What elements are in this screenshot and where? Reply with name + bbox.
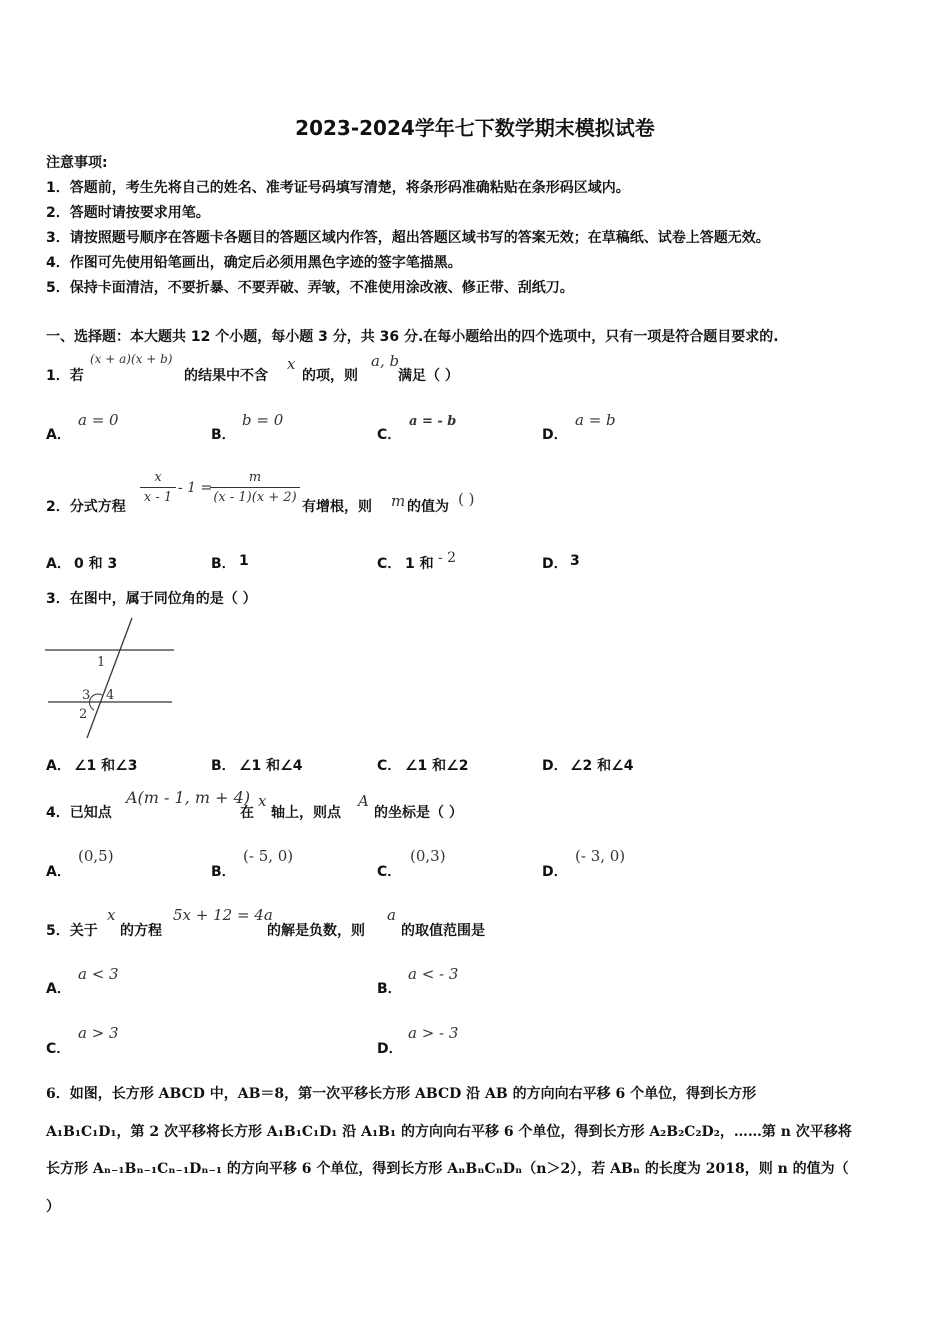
q3-option-a-letter[interactable]: A． bbox=[46, 758, 71, 774]
q3-transversal bbox=[87, 618, 132, 738]
q1-text-1: 的结果中不含 bbox=[184, 368, 268, 384]
q5-option-b-letter[interactable]: B． bbox=[377, 981, 402, 997]
q2-minus-one: - 1 = bbox=[178, 480, 213, 496]
q2-fraction-2 bbox=[210, 470, 300, 505]
q2-fraction-1-numerator: x bbox=[154, 470, 162, 485]
q1-number: 1．若 bbox=[46, 368, 84, 384]
q4-option-d-letter[interactable]: D． bbox=[542, 864, 568, 880]
q1-option-d-value: a = b bbox=[575, 411, 616, 429]
q4-text-2: 轴上，则点 bbox=[271, 805, 341, 821]
q2-text-2: 的值为 bbox=[407, 499, 449, 515]
q2-option-b-value: 1 bbox=[239, 553, 249, 569]
q5-option-c-value: a > 3 bbox=[78, 1024, 119, 1042]
q4-text-3: 的坐标是（ ） bbox=[374, 805, 463, 821]
q3-text: 3．在图中，属于同位角的是（ ） bbox=[46, 591, 257, 607]
q6-line-4: ） bbox=[46, 1199, 60, 1215]
q5-option-d-value: a > - 3 bbox=[408, 1024, 459, 1042]
q2-option-c-math: - 2 bbox=[438, 550, 457, 566]
q2-fraction-2-denominator: (x - 1)(x + 2) bbox=[213, 490, 297, 505]
q4-option-c-value: (0,3) bbox=[410, 847, 446, 865]
q1-option-c-value: a = - b bbox=[409, 414, 457, 429]
section-heading: 一、选择题：本大题共 12 个小题，每小题 3 分，共 36 分.在每小题给出的四个选项中，只有一项是符合题目要求的. bbox=[46, 329, 779, 345]
q2-fraction-2-numerator: m bbox=[248, 470, 262, 485]
q2-number: 2．分式方程 bbox=[46, 499, 126, 515]
q2-text-1: 有增根，则 bbox=[302, 499, 372, 515]
q4-option-a-letter[interactable]: A． bbox=[46, 864, 71, 880]
q4-text-1: 在 bbox=[240, 805, 254, 821]
q1-option-c-letter[interactable]: C． bbox=[377, 427, 402, 443]
q6-line-3: 长方形 Aₙ₋₁Bₙ₋₁Cₙ₋₁Dₙ₋₁ 的方向平移 6 个单位，得到长方形 AₙBₙCₙDₙ（n＞2），若 ABₙ 的长度为 2018，则 n 的值为（ bbox=[46, 1161, 849, 1177]
q2-fraction-1-denominator: x - 1 bbox=[143, 490, 173, 505]
q2-option-b-letter[interactable]: B． bbox=[211, 556, 236, 572]
q1-option-b-letter[interactable]: B． bbox=[211, 427, 236, 443]
q5-option-b-value: a < - 3 bbox=[408, 965, 459, 983]
q4-option-a-value: (0,5) bbox=[78, 847, 114, 865]
q1-option-a-value: a = 0 bbox=[78, 411, 119, 429]
q4-option-b-letter[interactable]: B． bbox=[211, 864, 236, 880]
q3-angle-label-3: 3 bbox=[82, 688, 91, 703]
q3-option-c-letter[interactable]: C． bbox=[377, 758, 402, 774]
q3-option-d-letter[interactable]: D． bbox=[542, 758, 568, 774]
q2-option-a-value: 0 和 3 bbox=[74, 556, 118, 572]
q1-expression: (x + a)(x + b) bbox=[90, 352, 173, 366]
notice-item-4: 4．作图可先使用铅笔画出，确定后必须用黑色字迹的签字笔描黑。 bbox=[46, 255, 462, 271]
q2-option-a-letter[interactable]: A． bbox=[46, 556, 71, 572]
q6-line-1: 6．如图，长方形 ABCD 中，AB＝8，第一次平移长方形 ABCD 沿 AB 的方向向右平移 6 个单位，得到长方形 bbox=[46, 1086, 757, 1102]
q5-var: x bbox=[107, 906, 116, 924]
q5-option-a-value: a < 3 bbox=[78, 965, 119, 983]
q5-option-c-letter[interactable]: C． bbox=[46, 1041, 71, 1057]
q2-fraction-1 bbox=[140, 470, 176, 505]
q1-text-3: 满足（ ） bbox=[398, 368, 459, 384]
q1-text-2: 的项，则 bbox=[302, 368, 358, 384]
q4-point: A(m - 1, m + 4) bbox=[126, 788, 251, 807]
q5-number: 5．关于 bbox=[46, 923, 98, 939]
q2-option-c-letter[interactable]: C． bbox=[377, 556, 402, 572]
q3-option-b-letter[interactable]: B． bbox=[211, 758, 236, 774]
q3-figure bbox=[40, 615, 185, 740]
q3-option-c-value: ∠1 和∠2 bbox=[405, 758, 469, 774]
q4-point-name: A bbox=[358, 792, 369, 810]
q2-var: m bbox=[391, 492, 406, 510]
q6-line-2: A₁B₁C₁D₁，第 2 次平移将长方形 A₁B₁C₁D₁ 沿 A₁B₁ 的方向向右平移 6 个单位，得到长方形 A₂B₂C₂D₂，……第 n 次平移将 bbox=[46, 1124, 852, 1140]
q2-option-c-value: 1 和 bbox=[405, 556, 434, 572]
notice-item-2: 2．答题时请按要求用笔。 bbox=[46, 205, 210, 221]
q5-var-a: a bbox=[387, 906, 396, 924]
q5-text-1: 的方程 bbox=[120, 923, 162, 939]
q3-angle-label-1: 1 bbox=[97, 655, 106, 670]
q1-option-b-value: b = 0 bbox=[242, 411, 284, 429]
notice-item-3: 3．请按照题号顺序在答题卡各题目的答题区域内作答，超出答题区域书写的答案无效；在草稿纸、试卷上答题无效。 bbox=[46, 230, 770, 246]
q4-option-b-value: (- 5, 0) bbox=[243, 847, 294, 865]
q3-option-b-value: ∠1 和∠4 bbox=[239, 758, 303, 774]
q4-number: 4．已知点 bbox=[46, 805, 112, 821]
notice-heading: 注意事项: bbox=[46, 155, 108, 171]
q4-option-d-value: (- 3, 0) bbox=[575, 847, 626, 865]
q2-option-d-letter[interactable]: D． bbox=[542, 556, 568, 572]
q3-angle-label-4: 4 bbox=[106, 688, 115, 703]
q3-option-a-value: ∠1 和∠3 bbox=[74, 758, 138, 774]
q4-option-c-letter[interactable]: C． bbox=[377, 864, 402, 880]
q4-var: x bbox=[258, 792, 267, 810]
q5-option-d-letter[interactable]: D． bbox=[377, 1041, 403, 1057]
q1-option-d-letter[interactable]: D． bbox=[542, 427, 568, 443]
q3-angle-label-2: 2 bbox=[79, 707, 88, 722]
page-title: 2023-2024学年七下数学期末模拟试卷 bbox=[295, 116, 655, 140]
q2-option-d-value: 3 bbox=[570, 553, 580, 569]
q5-text-2: 的解是负数，则 bbox=[267, 923, 365, 939]
q1-option-a-letter[interactable]: A． bbox=[46, 427, 71, 443]
q2-answer-paren: ( ) bbox=[458, 490, 475, 508]
notice-item-5: 5．保持卡面清洁，不要折暴、不要弄破、弄皱，不准使用涂改液、修正带、刮纸刀。 bbox=[46, 280, 574, 296]
q3-option-d-value: ∠2 和∠4 bbox=[570, 758, 634, 774]
q5-text-3: 的取值范围是 bbox=[401, 923, 485, 939]
q5-equation: 5x + 12 = 4a bbox=[173, 906, 273, 924]
notice-item-1: 1．答题前，考生先将自己的姓名、准考证号码填写清楚，将条形码准确粘贴在条形码区域内。 bbox=[46, 180, 630, 196]
q1-vars: a, b bbox=[371, 352, 400, 370]
q5-option-a-letter[interactable]: A． bbox=[46, 981, 71, 997]
q1-var: x bbox=[287, 355, 296, 373]
